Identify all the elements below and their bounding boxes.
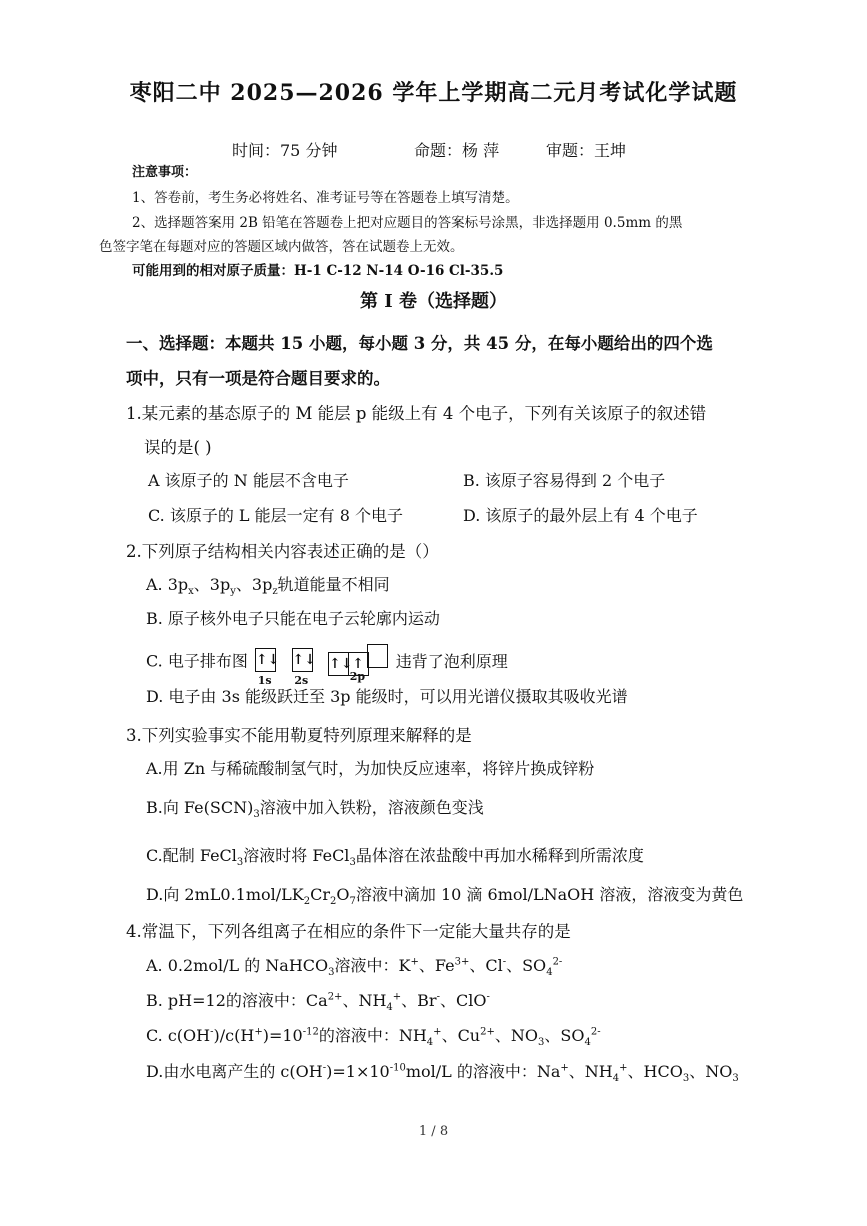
exam-author: 命题：杨 萍 bbox=[414, 141, 500, 160]
question-3-option-a: A.用 Zn 与稀硫酸制氢气时，为加快反应速率，将锌片换成锌粉 bbox=[146, 759, 595, 778]
exam-reviewer: 审题：王坤 bbox=[546, 141, 627, 160]
orbital-box: ↑↓ bbox=[292, 648, 313, 672]
question-4-option-d: D.由水电离产生的 $c(OH^-)=1\times 10^{-10}mol/L$ 的溶液中：Na+、$NH_4^+$、$HCO_3$、$NO_3$ bbox=[146, 1062, 739, 1085]
question-1-stem: 1.某元素的基态原子的 M 能层 p 能级上有 4 个电子，下列有关该原子的叙述错 bbox=[126, 404, 707, 423]
question-4-option-c: C. $c(OH^-)/c(H^+)=10^{-12}$的溶液中：$NH_4^+$、$Cu^{2+}$、$NO_3$、$SO_4^{2-}$ bbox=[146, 1026, 601, 1049]
note-item: 1、答卷前，考生务必将姓名、准考证号等在答题卷上填写清楚。 bbox=[132, 190, 519, 206]
question-2-stem: 2.下列原子结构相关内容表述正确的是（） bbox=[126, 542, 439, 561]
notes-heading: 注意事项： bbox=[132, 165, 198, 180]
question-2-option-d: D. 电子由 3s 能级跃迁至 3p 能级时，可以用光谱仪摄取其吸收光谱 bbox=[146, 687, 628, 706]
section-instruction: 一、选择题：本题共 15 小题，每小题 3 分，共 45 分，在每小题给出的四个选 bbox=[126, 334, 713, 353]
question-3-stem: 3.下列实验事实不能用勒夏特列原理来解释的是 bbox=[126, 726, 472, 745]
orbital-box bbox=[367, 644, 388, 668]
question-1-option-c: C. 该原子的 L 能层一定有 8 个电子 bbox=[148, 506, 403, 525]
orbital-diagram-1s: ↑↓ 1s bbox=[255, 648, 275, 672]
orbital-diagram-2p: ↑↓↑ 2p bbox=[328, 644, 387, 676]
section-instruction: 项中，只有一项是符合题目要求的。 bbox=[126, 369, 390, 388]
section-title: 第 I 卷（选择题） bbox=[360, 291, 507, 312]
question-2-option-a: A. $3p_x$、$3p_y$、$3p_z$轨道能量不相同 bbox=[146, 575, 390, 598]
question-2-option-b: B. 原子核外电子只能在电子云轮廓内运动 bbox=[146, 609, 440, 628]
question-4-option-b: B. pH=12的溶液中：$Ca^{2+}$、$NH_4^+$、Br-、ClO- bbox=[146, 991, 490, 1014]
note-item: 2、选择题答案用 2B 铅笔在答题卷上把对应题目的答案标号涂黑，非选择题用 0.5mm 的黑 bbox=[132, 215, 683, 231]
question-1-option-a: A 该原子的 N 能层不含电子 bbox=[148, 471, 349, 490]
atomic-mass-note: 可能用到的相对原子质量：H-1 C-12 N-14 O-16 Cl-35.5 bbox=[132, 263, 504, 279]
exam-time: 时间：75 分钟 bbox=[232, 141, 338, 160]
question-1-option-b: B. 该原子容易得到 2 个电子 bbox=[463, 471, 666, 490]
note-item: 色签字笔在每题对应的答题区域内做答，答在试题卷上无效。 bbox=[99, 239, 464, 255]
orbital-diagram-2s: ↑↓ 2s bbox=[292, 648, 312, 672]
question-3-option-d: D.向 $2mL0.1mol/LK_2Cr_2O_7$溶液中滴加 10 滴 6mol/LNaOH 溶液，溶液变为黄色 bbox=[146, 885, 744, 908]
question-3-option-c: C.配制 FeCl$_3$溶液时将 FeCl$_3$晶体溶在浓盐酸中再加水稀释到所需浓度 bbox=[146, 846, 644, 869]
question-3-option-b: B.向 $Fe(SCN)_3$溶液中加入铁粉，溶液颜色变浅 bbox=[146, 798, 484, 821]
question-1-option-d: D. 该原子的最外层上有 4 个电子 bbox=[463, 506, 698, 525]
question-1-stem: 误的是( ) bbox=[144, 438, 212, 457]
exam-title: 枣阳二中 2025—2026 学年上学期高二元月考试化学试题 bbox=[129, 80, 738, 106]
page-number: 1 / 8 bbox=[418, 1124, 449, 1139]
question-2-option-c: C. 电子排布图 ↑↓ 1s ↑↓ 2s ↑↓↑ 2p 违背了泡利原理 bbox=[146, 644, 508, 676]
question-4-option-a: A. 0.2mol/L 的 NaHCO$_3$溶液中：K+、$Fe^{3+}$、Cl-、$SO_4^{2-}$ bbox=[146, 956, 563, 979]
orbital-box: ↑↓ bbox=[255, 648, 276, 672]
question-4-stem: 4.常温下，下列各组离子在相应的条件下一定能大量共存的是 bbox=[126, 922, 571, 941]
orbital-box: ↑ bbox=[348, 652, 369, 676]
orbital-box: ↑↓ bbox=[328, 652, 349, 676]
